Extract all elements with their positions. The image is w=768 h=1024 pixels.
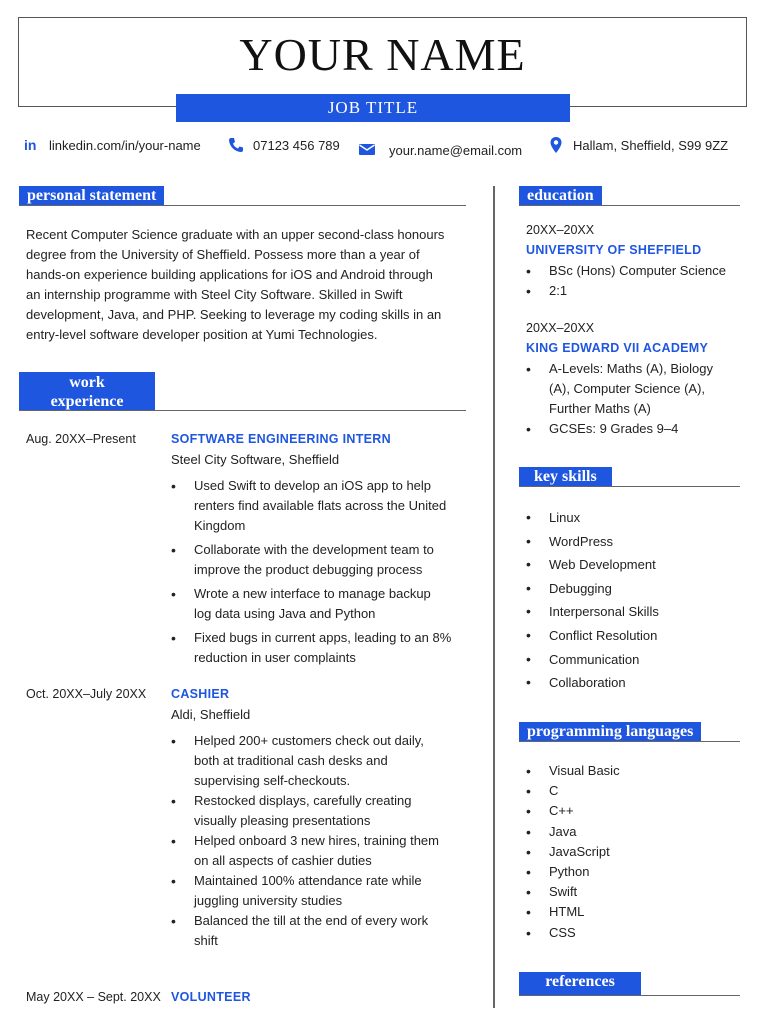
email-text: your.name@email.com bbox=[389, 142, 523, 158]
education-school: KING EDWARD VII ACADEMY bbox=[526, 341, 709, 355]
bullet-line: • Used Swift to develop an iOS app to help bbox=[194, 478, 432, 493]
education-heading bbox=[519, 186, 602, 206]
item-line: Further Maths (A) bbox=[549, 401, 651, 416]
svg-text:in: in bbox=[24, 137, 37, 153]
email-icon bbox=[358, 141, 376, 159]
list-item: • C++ bbox=[526, 801, 741, 821]
list-item bbox=[526, 281, 741, 301]
bullet-line: improve the product debugging process bbox=[194, 562, 423, 577]
list-item: • WordPress bbox=[526, 530, 741, 554]
job-date: Aug. 20XX–Present bbox=[26, 432, 136, 446]
programming-languages-list bbox=[526, 761, 741, 943]
key-skills-heading bbox=[519, 467, 612, 487]
education-items bbox=[526, 359, 741, 439]
bullet-line: shift bbox=[194, 933, 218, 948]
job-role: VOLUNTEER bbox=[171, 990, 251, 1004]
personal-statement-heading bbox=[19, 186, 164, 206]
bullet-line: visually pleasing presentations bbox=[194, 813, 371, 828]
list-item: • HTML bbox=[526, 902, 741, 922]
bullet-line: on all aspects of cashier duties bbox=[194, 853, 372, 868]
item-line: (A), Computer Science (A), bbox=[549, 381, 706, 396]
job-org: Steel City Software, Sheffield bbox=[171, 452, 340, 467]
list-item: • Debugging bbox=[526, 577, 741, 601]
list-item bbox=[171, 731, 471, 791]
phone-icon bbox=[227, 136, 245, 154]
section-rule bbox=[519, 205, 740, 206]
contact-location bbox=[547, 136, 728, 154]
statement-line: degree from the University of Sheffield. Possess more than a year of bbox=[26, 247, 420, 262]
bullet-line: renters find available flats across the United bbox=[194, 498, 447, 513]
bullet-line: juggling university studies bbox=[194, 893, 343, 908]
bullet-line: Kingdom bbox=[194, 518, 246, 533]
list-item: • Interpersonal Skills bbox=[526, 600, 741, 624]
programming-languages-heading-label: programming languages bbox=[519, 722, 701, 742]
statement-line: hands-on experience building applications for iOS and Android through bbox=[26, 267, 433, 282]
work-experience-heading-line2: experience bbox=[50, 393, 124, 410]
list-item: • JavaScript bbox=[526, 842, 741, 862]
list-item bbox=[171, 791, 471, 831]
list-item: • C bbox=[526, 781, 741, 801]
key-skills-heading-label: key skills bbox=[519, 467, 612, 487]
statement-line: development, Java, and PHP. Seeking to leverage my coding skills in an bbox=[26, 307, 442, 322]
personal-statement-heading-label: personal statement bbox=[19, 186, 164, 206]
statement-line: an internship programme with Steel City Software. Skilled in Swift bbox=[26, 287, 403, 302]
section-rule bbox=[519, 741, 740, 742]
item-line: • A-Levels: Maths (A), Biology bbox=[549, 361, 714, 376]
list-item bbox=[171, 911, 471, 951]
bullet-line: • Helped 200+ customers check out daily, bbox=[194, 733, 424, 748]
personal-statement-text bbox=[26, 225, 476, 345]
bullet-line: • Collaborate with the development team to bbox=[194, 542, 434, 557]
bullet-line: • Maintained 100% attendance rate while bbox=[194, 873, 422, 888]
contact-email[interactable] bbox=[358, 141, 522, 159]
item-line: • GCSEs: 9 Grades 9–4 bbox=[549, 421, 679, 436]
education-heading-label: education bbox=[519, 186, 602, 206]
list-item bbox=[526, 261, 741, 281]
work-experience-heading bbox=[19, 372, 155, 411]
list-item bbox=[171, 584, 471, 624]
bullet-line: supervising self-checkouts. bbox=[194, 773, 351, 788]
job-role: CASHIER bbox=[171, 687, 230, 701]
bullet-line: • Restocked displays, carefully creating bbox=[194, 793, 412, 808]
list-item: • Conflict Resolution bbox=[526, 624, 741, 648]
contact-linkedin[interactable] bbox=[23, 136, 201, 154]
contact-phone[interactable] bbox=[227, 136, 340, 154]
item-line: • 2:1 bbox=[549, 283, 568, 298]
education-items bbox=[526, 261, 741, 301]
bullet-line: • Wrote a new interface to manage backup bbox=[194, 586, 431, 601]
job-bullets bbox=[171, 476, 471, 672]
programming-languages-heading bbox=[519, 722, 701, 742]
list-item bbox=[171, 476, 471, 536]
list-item: • Swift bbox=[526, 882, 741, 902]
item-line: • BSc (Hons) Computer Science bbox=[549, 263, 727, 278]
list-item bbox=[171, 628, 471, 668]
bullet-line: both at traditional cash desks and bbox=[194, 753, 388, 768]
job-role: SOFTWARE ENGINEERING INTERN bbox=[171, 432, 391, 446]
bullet-line: log data using Java and Python bbox=[194, 606, 376, 621]
key-skills-list bbox=[526, 506, 741, 695]
bullet-line: reduction in user complaints bbox=[194, 650, 356, 665]
column-divider bbox=[493, 186, 495, 1008]
list-item: • Collaboration bbox=[526, 671, 741, 695]
section-rule bbox=[519, 995, 740, 996]
list-item: • CSS bbox=[526, 923, 741, 943]
section-rule bbox=[519, 486, 740, 487]
list-item: • Python bbox=[526, 862, 741, 882]
list-item: • Visual Basic bbox=[526, 761, 741, 781]
list-item bbox=[171, 871, 471, 911]
phone-text: 07123 456 789 bbox=[253, 137, 340, 153]
statement-line: entry-level software developer position at Yumi Technologies. bbox=[26, 327, 378, 342]
linkedin-text: linkedin.com/in/your-name bbox=[49, 137, 201, 153]
statement-line: Recent Computer Science graduate with an upper second-class honours bbox=[26, 227, 445, 242]
list-item: • Java bbox=[526, 822, 741, 842]
job-bullets bbox=[171, 731, 471, 951]
list-item bbox=[171, 540, 471, 580]
list-item: • Web Development bbox=[526, 553, 741, 577]
references-heading-label: references bbox=[519, 972, 641, 995]
job-date: May 20XX – Sept. 20XX bbox=[26, 990, 161, 1004]
education-date: 20XX–20XX bbox=[526, 223, 595, 237]
list-item: • Communication bbox=[526, 648, 741, 672]
job-org: Aldi, Sheffield bbox=[171, 707, 251, 722]
list-item: • Linux bbox=[526, 506, 741, 530]
bullet-line: • Balanced the till at the end of every work bbox=[194, 913, 429, 928]
work-experience-heading-line1: work bbox=[69, 374, 105, 391]
bullet-line: • Fixed bugs in current apps, leading to an 8% bbox=[194, 630, 452, 645]
section-rule bbox=[19, 205, 466, 206]
bullet-line: • Helped onboard 3 new hires, training them bbox=[194, 833, 439, 848]
references-heading bbox=[519, 972, 641, 995]
education-date: 20XX–20XX bbox=[526, 321, 595, 335]
section-rule bbox=[19, 410, 466, 411]
job-date: Oct. 20XX–July 20XX bbox=[26, 687, 147, 701]
list-item bbox=[526, 419, 741, 439]
list-item bbox=[526, 359, 741, 419]
education-school: UNIVERSITY OF SHEFFIELD bbox=[526, 243, 702, 257]
list-item bbox=[171, 831, 471, 871]
candidate-name: YOUR NAME bbox=[239, 29, 526, 80]
job-title: JOB TITLE bbox=[176, 94, 570, 122]
location-text: Hallam, Sheffield, S99 9ZZ bbox=[573, 137, 729, 153]
linkedin-icon bbox=[23, 136, 41, 154]
map-pin-icon bbox=[547, 136, 565, 154]
